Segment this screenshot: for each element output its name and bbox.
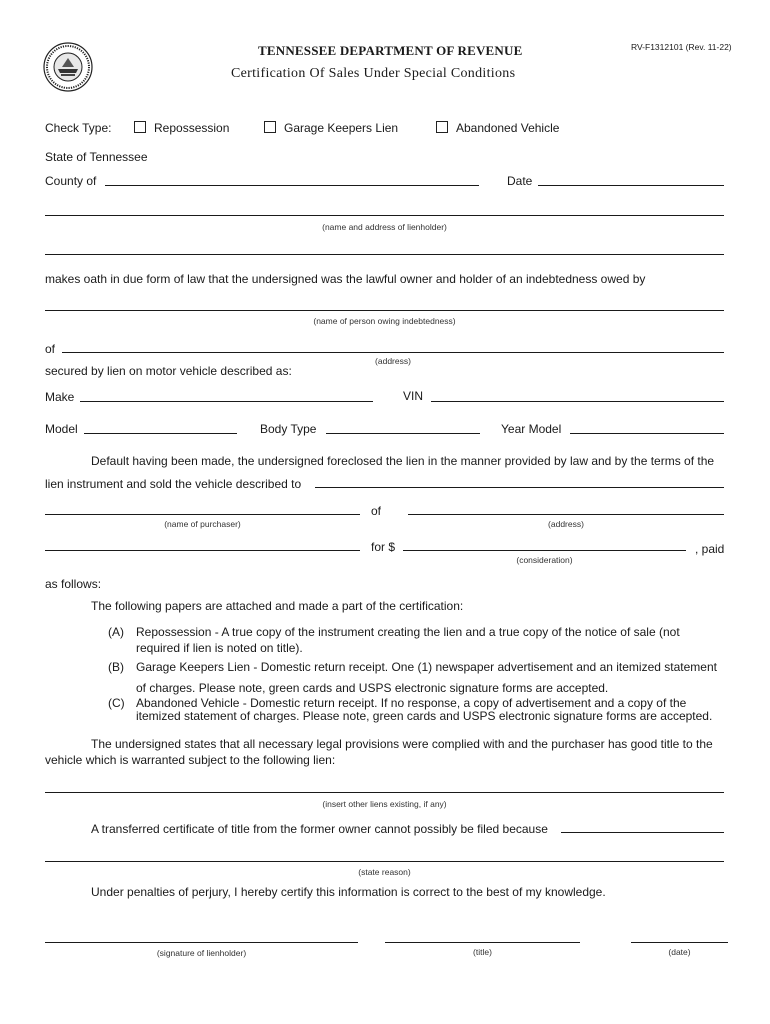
model-field[interactable] (84, 433, 237, 434)
purchaser-name-field[interactable] (45, 514, 360, 515)
owner-address-caption: (address) (375, 356, 411, 366)
papers-intro: The following papers are attached and made a part of the certification: (91, 599, 464, 613)
state-reason-caption: (state reason) (358, 867, 411, 877)
date-field[interactable] (538, 185, 724, 186)
owner-address-field[interactable] (62, 352, 724, 353)
state-label: State of Tennessee (45, 150, 148, 164)
vin-label: VIN (403, 389, 424, 403)
make-field[interactable] (80, 401, 373, 402)
department-heading: TENNESSEE DEPARTMENT OF REVENUE (258, 43, 523, 58)
transfer-text: A transferred certificate of title from the former owner cannot possibly be filed because (91, 822, 548, 836)
state-seal (43, 42, 93, 92)
other-liens-caption: (insert other liens existing, if any) (322, 799, 447, 809)
form-number: RV-F1312101 (Rev. 11-22) (631, 42, 732, 52)
paper-b-line2: of charges. Please note, green cards and USPS electronic signature forms are accepted. (136, 681, 609, 695)
lienholder-field-2[interactable] (45, 254, 724, 255)
signed-date-caption: (date) (668, 947, 691, 957)
consideration-caption: (consideration) (516, 555, 573, 565)
checkbox-label: Repossession (154, 121, 230, 135)
transfer-reason-field-2[interactable] (45, 861, 724, 862)
paid-label: , paid (695, 542, 725, 556)
county-field[interactable] (105, 185, 479, 186)
purchaser-address-caption: (address) (548, 519, 584, 529)
checkbox-label: Abandoned Vehicle (456, 121, 560, 135)
default-text-2: lien instrument and sold the vehicle described to (45, 477, 302, 491)
for-label: for $ (371, 540, 396, 554)
consideration-field[interactable] (403, 550, 686, 551)
sale-line-field[interactable] (45, 550, 360, 551)
paper-c-mark: (C) (108, 696, 125, 710)
default-text-1: Default having been made, the undersigned foreclosed the lien in the manner provided by law and by the terms of the (91, 454, 715, 468)
check-type-label: Check Type: (45, 121, 112, 135)
paper-a-mark: (A) (108, 625, 124, 639)
form-title: Certification Of Sales Under Special Conditions (231, 66, 516, 81)
checkbox-label: Garage Keepers Lien (284, 121, 399, 135)
body-type-field[interactable] (326, 433, 480, 434)
checkbox-box[interactable] (134, 121, 146, 133)
other-liens-field[interactable] (45, 792, 724, 793)
signature-field[interactable] (45, 942, 358, 943)
year-model-field[interactable] (570, 433, 724, 434)
provisions-text-2: vehicle which is warranted subject to the following lien: (45, 753, 336, 767)
model-label: Model (45, 422, 78, 436)
signed-date-field[interactable] (631, 942, 728, 943)
lienholder-field-1[interactable] (45, 215, 724, 216)
transfer-reason-field-1[interactable] (561, 832, 724, 833)
paper-a-line2: required if lien is noted on title). (136, 641, 303, 655)
paper-b-line1: Garage Keepers Lien - Domestic return receipt. One (1) newspaper advertisement and an itemized statement (136, 660, 717, 674)
year-model-label: Year Model (501, 422, 562, 436)
checkbox-garage-keepers-lien[interactable] (264, 121, 398, 135)
checkbox-box[interactable] (264, 121, 276, 133)
as-follows-text: as follows: (45, 577, 102, 591)
purchaser-of-label: of (371, 504, 382, 518)
date-label: Date (507, 174, 533, 188)
body-type-label: Body Type (260, 422, 317, 436)
paper-c-line2: itemized statement of charges. Please note, green cards and USPS electronic signature forms are accepted. (136, 709, 713, 723)
paper-c-line1: Abandoned Vehicle - Domestic return receipt. If no response, a copy of advertisement and a copy of the (136, 696, 687, 710)
person-owing-caption: (name of person owing indebtedness) (313, 316, 456, 326)
provisions-text-1: The undersigned states that all necessary legal provisions were complied with and the purchaser has good title to the (91, 737, 713, 751)
county-label: County of (45, 174, 97, 188)
of-label: of (45, 342, 56, 356)
checkbox-repossession[interactable] (134, 121, 229, 135)
vin-field[interactable] (431, 401, 724, 402)
paper-b-mark: (B) (108, 660, 124, 674)
purchaser-caption: (name of purchaser) (164, 519, 241, 529)
make-label: Make (45, 390, 75, 404)
title-field[interactable] (385, 942, 580, 943)
sold-to-field[interactable] (315, 487, 724, 488)
title-caption: (title) (473, 947, 492, 957)
lienholder-caption: (name and address of lienholder) (322, 222, 447, 232)
checkbox-box[interactable] (436, 121, 448, 133)
checkbox-abandoned-vehicle[interactable] (436, 121, 559, 135)
perjury-text: Under penalties of perjury, I hereby certify this information is correct to the best of my knowledge. (91, 885, 606, 899)
oath-text: makes oath in due form of law that the undersigned was the lawful owner and holder of an indebtedness owed by (45, 272, 646, 286)
secured-text: secured by lien on motor vehicle described as: (45, 364, 292, 378)
signature-caption: (signature of lienholder) (156, 948, 247, 958)
purchaser-address-field[interactable] (408, 514, 724, 515)
person-owing-field[interactable] (45, 310, 724, 311)
paper-a-line1: Repossession - A true copy of the instrument creating the lien and a true copy of the notice of sale (not (136, 625, 680, 639)
